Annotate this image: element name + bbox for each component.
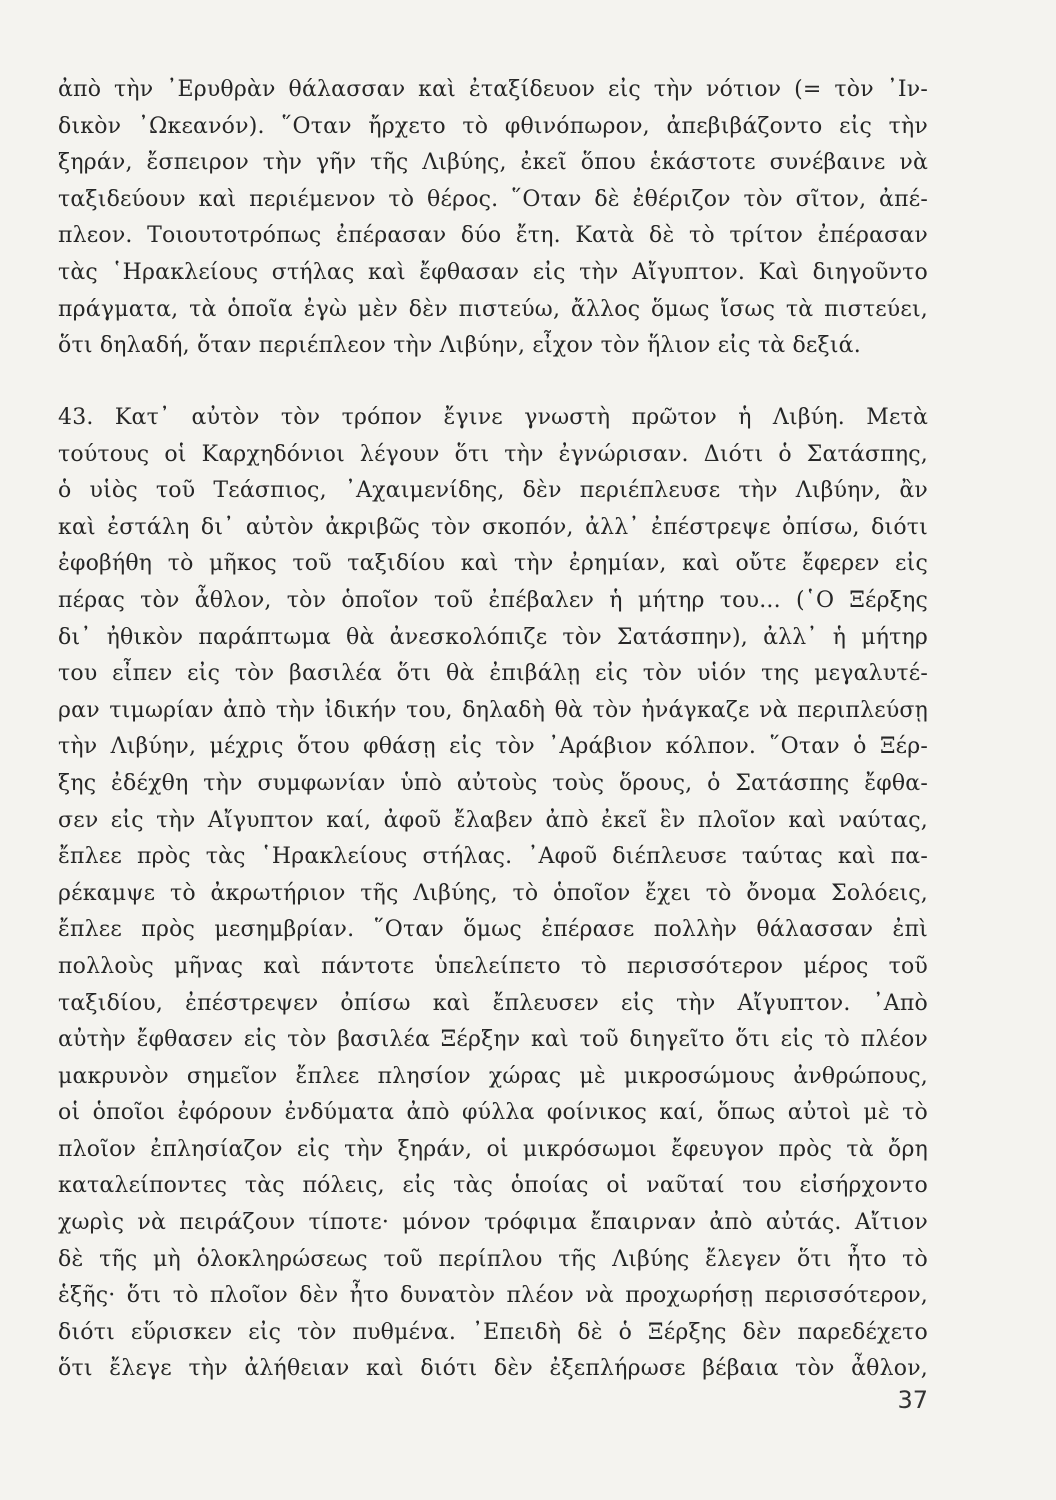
text-line: ἐφοβήθη τὸ μῆκος τοῦ ταξιδίου καὶ τὴν ἐρημίαν, καὶ οὔτε ἔφερεν εἰς — [58, 551, 928, 577]
text-line: πλεον. Τοιουτοτρόπως ἐπέρασαν δύο ἔτη. Κατὰ δὲ τὸ τρίτον ἐπέρασαν — [58, 223, 928, 249]
text-line: πλοῖον ἐπλησίαζον εἰς τὴν ξηράν, οἱ μικρόσωμοι ἔφευγον πρὸς τὰ ὄρη — [58, 1136, 928, 1162]
text-line: πολλοὺς μῆνας καὶ πάντοτε ὑπελείπετο τὸ περισσότερον μέρος τοῦ — [58, 953, 928, 979]
text-line: ὁ υἱὸς τοῦ Τεάσπιος, ᾽Αχαιμενίδης, δὲν περιέπλευσε τὴν Λιβύην, ἂν — [58, 478, 928, 504]
text-line: πράγματα, τὰ ὁποῖα ἐγὼ μὲν δὲν πιστεύω, ἄλλος ὅμως ἴσως τὰ πιστεύει, — [58, 296, 928, 322]
text-line: ἔπλεε πρὸς τὰς ῾Ηρακλείους στήλας. ᾽Αφοῦ διέπλευσε ταύτας καὶ πα- — [58, 844, 928, 870]
text-line: ξηράν, ἔσπειρον τὴν γῆν τῆς Λιβύης, ἐκεῖ ὅπου ἑκάστοτε συνέβαινε νὰ — [58, 150, 928, 176]
text-line: ἀπὸ τὴν ᾽Ερυθρὰν θάλασσαν καὶ ἐταξίδευον εἰς τὴν νότιον (= τὸν ᾽Ιν- — [58, 77, 928, 102]
text-line: αὐτὴν ἔφθασεν εἰς τὸν βασιλέα Ξέρξην καὶ τοῦ διηγεῖτο ὅτι εἰς τὸ πλέον — [58, 1027, 928, 1053]
paragraph-2 — [58, 400, 928, 1388]
text-line: τὰς ῾Ηρακλείους στήλας καὶ ἔφθασαν εἰς τὴν Αἴγυπτον. Καὶ διηγοῦντο — [58, 259, 928, 285]
text-line: τούτους οἱ Καρχηδόνιοι λέγουν ὅτι τὴν ἐγνώρισαν. Διότι ὁ Σατάσπης, — [58, 441, 928, 467]
text-line: ταξιδίου, ἐπέστρεψεν ὀπίσω καὶ ἔπλευσεν εἰς τὴν Αἴγυπτον. ᾽Απὸ — [58, 990, 928, 1016]
text-line: πέρας τὸν ἆθλον, τὸν ὁποῖον τοῦ ἐπέβαλεν ἡ μήτηρ του... (῾Ο Ξέρξης — [58, 587, 928, 613]
paragraph-1 — [58, 72, 928, 365]
text-line: του εἶπεν εἰς τὸν βασιλέα ὅτι θὰ ἐπιβάλῃ εἰς τὸν υἱόν της μεγαλυτέ- — [58, 661, 928, 687]
text-line: ταξιδεύουν καὶ περιέμενον τὸ θέρος. ῞Οταν δὲ ἐθέριζον τὸν σῖτον, ἀπέ- — [58, 186, 928, 212]
text-line: δὲ τῆς μὴ ὁλοκληρώσεως τοῦ περίπλου τῆς Λιβύης ἔλεγεν ὅτι ἦτο τὸ — [58, 1246, 928, 1272]
text-line: καὶ ἐστάλη δι᾽ αὐτὸν ἀκριβῶς τὸν σκοπόν, ἀλλ᾽ ἐπέστρεψε ὀπίσω, διότι — [58, 514, 928, 540]
text-line: 43. Κατ᾽ αὐτὸν τὸν τρόπον ἔγινε γνωστὴ πρῶτον ἡ Λιβύη. Μετὰ — [58, 405, 928, 430]
text-line: διότι εὕρισκεν εἰς τὸν πυθμένα. ᾽Επειδὴ δὲ ὁ Ξέρξης δὲν παρεδέχετο — [58, 1319, 928, 1345]
text-line: σεν εἰς τὴν Αἴγυπτον καί, ἀφοῦ ἔλαβεν ἀπὸ ἐκεῖ ἓν πλοῖον καὶ ναύτας, — [58, 807, 928, 833]
text-line: ὅτι δηλαδή, ὅταν περιέπλεον τὴν Λιβύην, εἶχον τὸν ἥλιον εἰς τὰ δεξιά. — [58, 333, 861, 359]
text-line: δι᾽ ἠθικὸν παράπτωμα θὰ ἀνεσκολόπιζε τὸν Σατάσπην), ἀλλ᾽ ἡ μήτηρ — [58, 624, 928, 650]
page-number: 37 — [897, 1386, 928, 1414]
text-line: ὅτι ἔλεγε τὴν ἀλήθειαν καὶ διότι δὲν ἐξεπλήρωσε βέβαια τὸν ἆθλον, — [58, 1356, 928, 1382]
text-line: καταλείποντες τὰς πόλεις, εἰς τὰς ὁποίας οἱ ναῦταί του εἰσήρχοντο — [58, 1173, 928, 1199]
text-line: ρέκαμψε τὸ ἀκρωτήριον τῆς Λιβύης, τὸ ὁποῖον ἔχει τὸ ὄνομα Σολόεις, — [58, 880, 928, 906]
text-line: μακρυνὸν σημεῖον ἔπλεε πλησίον χώρας μὲ μικροσώμους ἀνθρώπους, — [58, 1063, 928, 1089]
text-line: ἔπλεε πρὸς μεσημβρίαν. ῞Οταν ὅμως ἐπέρασε πολλὴν θάλασσαν ἐπὶ — [58, 917, 928, 943]
text-line: οἱ ὁποῖοι ἐφόρουν ἐνδύματα ἀπὸ φύλλα φοίνικος καί, ὅπως αὐτοὶ μὲ τὸ — [58, 1100, 928, 1126]
text-line: δικὸν ᾽Ωκεανόν). ῞Οταν ἤρχετο τὸ φθινόπωρον, ἀπεβιβάζοντο εἰς τὴν — [58, 113, 928, 139]
text-line: τὴν Λιβύην, μέχρις ὅτου φθάσῃ εἰς τὸν ᾽Αράβιον κόλπον. ῞Οταν ὁ Ξέρ- — [58, 734, 928, 760]
text-line: ξης ἐδέχθη τὴν συμφωνίαν ὑπὸ αὐτοὺς τοὺς ὅρους, ὁ Σατάσπης ἔφθα- — [58, 770, 928, 796]
text-line: χωρὶς νὰ πειράζουν τίποτε· μόνον τρόφιμα ἔπαιρναν ἀπὸ αὐτάς. Αἴτιον — [58, 1210, 928, 1236]
text-line: ἑξῆς· ὅτι τὸ πλοῖον δὲν ἦτο δυνατὸν πλέον νὰ προχωρήσῃ περισσότερον, — [58, 1283, 928, 1309]
text-line: ραν τιμωρίαν ἀπὸ τὴν ἰδικήν του, δηλαδὴ θὰ τὸν ἠνάγκαζε νὰ περιπλεύσῃ — [58, 697, 928, 723]
